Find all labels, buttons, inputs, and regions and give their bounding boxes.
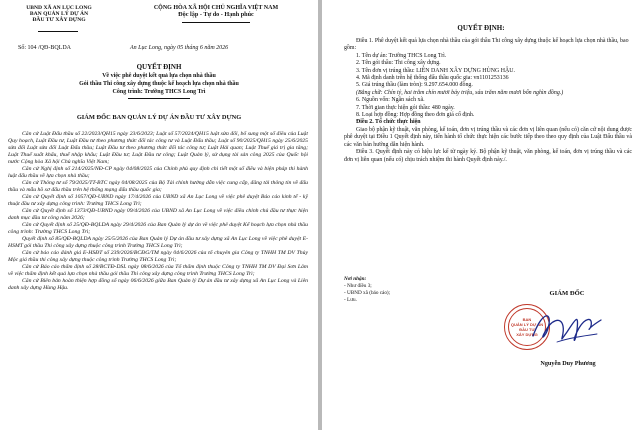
recipient-item: - Như điều 3;: [344, 283, 372, 289]
country-name: CỘNG HÒA XÃ HỘI CHỦ NGHĨA VIỆT NAM: [153, 5, 279, 11]
basis-paragraph: Căn cứ Thông tư số 79/2025/TT-BTC ngày 04/08/2025 của Bộ Tài chính hướng dẫn việc cung cấp, đăng tải thông tin về đấu thầu và mẫu hồ sơ đấu thầu trên hệ thống mạng đấu thầu quốc gia;: [8, 180, 308, 193]
item-winning-bidder: 3. Tên đơn vị trúng thầu: LIÊN DANH XÂY DỰNG HÙNG HẬU.: [356, 67, 516, 74]
document-page-2: [322, 0, 640, 430]
article-1: [344, 38, 632, 164]
seal-line: BAN: [522, 317, 532, 322]
subject-line-1: Về việc phê duyệt kết quả lựa chọn nhà thầu: [102, 73, 216, 79]
recipient-item: - UBND xã (báo cáo);: [344, 290, 391, 296]
article-3-text: Điều 3. Quyết định này có hiệu lực kể từ ngày ký. Bộ phận kỹ thuật, văn phòng, kế toán, đơn vị trúng thầu và các đơn vị liên quan (nếu có) chịu trách nhiệm thi hành Quyết định này./.: [344, 149, 632, 163]
legal-basis: [8, 131, 308, 292]
recipients-label: Nơi nhận:: [344, 276, 367, 282]
decision-title: QUYẾT ĐỊNH:: [457, 24, 505, 32]
seal-line: QUẢN LÝ DỰ ÁN: [510, 322, 544, 327]
basis-paragraph: Căn cứ Quyết định số 1373/QĐ-UBND ngày 09/4/2026 của UBND xã An Lục Long về việc điều chỉnh chủ đầu tư thực hiện danh mục đầu tư công năm 2026;: [8, 208, 308, 221]
item-bidder-code: 4. Mã định danh trên hệ thống đấu thầu quốc gia: vn1101253136: [356, 75, 509, 82]
item-package-name: 2. Tên gói thầu: Thi công xây dựng.: [356, 60, 441, 67]
basis-paragraph: Căn cứ Quyết định số 25/QĐ-BQLDA ngày 29/4/2026 của Ban Quản lý dự án về việc phê duyệt Kế hoạch lựa chọn nhà thầu công trình: Trường THCS Long Trì;: [8, 222, 308, 235]
recipient-item: - Lưu.: [344, 297, 357, 303]
item-duration: 7. Thời gian thực hiện gói thầu: 480 ngày.: [356, 104, 455, 111]
seal-line: ĐẦU TƯ: [519, 327, 535, 332]
item-winning-price: 5. Giá trúng thầu (làm tròn): 9.297.654.000 đồng.: [356, 82, 473, 89]
document-title: QUYẾT ĐỊNH: [136, 63, 182, 71]
recipients: [344, 276, 390, 304]
subject-underline: [128, 98, 190, 99]
issuer-underline: [38, 31, 78, 32]
basis-paragraph: Căn cứ Nghị định số 214/2025/NĐ-CP ngày 04/08/2025 của Chính phủ quy định chi tiết một số điều và biện pháp thi hành luật đấu thầu về lựa chọn nhà thầu;: [8, 166, 308, 179]
subject-line-3: Công trình: Trường THCS Long Trì: [112, 89, 206, 95]
article-2-heading: Điều 2. Tổ chức thực hiện: [356, 119, 421, 126]
signer-name: Nguyễn Duy Phương: [540, 360, 596, 367]
document-subject: [0, 72, 318, 96]
basis-paragraph: Căn cứ Báo cáo thẩm định số 28/BCTĐ-DSL ngày 08/6/2026 của Tổ thẩm định thuộc Công ty TNHH TM DV Đại Sơn Lâm về việc thẩm định kết quả lựa chọn nhà thầu gói thầu Thi công xây dựng công trình Trường THCS Long Trì;: [8, 264, 308, 277]
handwritten-signature: [527, 302, 607, 352]
basis-paragraph: Căn cứ Quyết định số 1057/QĐ-UBND ngày 17/4/2026 của UBND xã An Lục Long về việc phê duyệt Báo cáo kinh tế - kỹ thuật đầu tư xây dựng công trình: Trường THCS Long Trì;: [8, 194, 308, 207]
article-2-text: Giao bộ phận kỹ thuật, văn phòng, kế toán, đơn vị trúng thầu và các đơn vị liên quan (nếu có) căn cứ nội dung được phê duyệt tại Điều 1 Quyết định này, tiến hành tổ chức thực hiện các bước tiếp theo theo quy định của Luật Đấu thầu và các văn bản hướng dẫn hiện hành.: [344, 126, 632, 148]
issuer-line-1: UBND XÃ AN LỤC LONG: [26, 5, 92, 11]
article-1-heading: Điều 1. Phê duyệt kết quả lựa chọn nhà thầu của gói thầu Thi công xây dựng thuộc kế hoạch lựa chọn nhà thầu, bao gồm:: [344, 38, 629, 52]
place-date: An Lục Long, ngày 05 tháng 6 năm 2026: [130, 45, 229, 51]
issuer-line-3: ĐẦU TƯ XÂY DỰNG: [32, 17, 86, 23]
basis-paragraph: Quyết định số 85/QĐ-BQLDA ngày 25/5/2026 của Ban Quản lý Dự án đầu tư xây dựng xã An Lục Long về việc phê duyệt E-HSMT gói thầu Thi công xây dựng thuộc công trình Trường THCS Long Trì;: [8, 236, 308, 249]
basis-paragraph: Căn cứ Biên bản hoàn thiện hợp đồng số ngày 06/6/2026 giữa Ban Quản lý Dự án đầu tư xây dựng xã An Lục Long và Liên danh xây dựng Hùng Hậu.: [8, 278, 308, 291]
subject-line-2: Gói thầu Thi công xây dựng thuộc kế hoạch lựa chọn nhà thầu: [79, 81, 239, 87]
amount-in-words: (Bằng chữ: Chín tỷ, hai trăm chín mươi bảy triệu, sáu trăm năm mươi bốn nghìn đồng.): [356, 89, 564, 96]
authority-line: GIÁM ĐỐC BAN QUẢN LÝ DỰ ÁN ĐẦU TƯ XÂY DỰNG: [76, 114, 242, 121]
motto-underline: [182, 22, 250, 23]
basis-paragraph: Căn cứ báo cáo đánh giá E-HSĐT số 239/2026/BCĐG/TM ngày 04/6/2026 của tổ chuyên gia Công ty TNHH TM DV Thủy Mộc giá thầu thi công xây dựng thuộc công trình Trường THCS Long Trì;: [8, 250, 308, 263]
article-1-items-2: [344, 97, 632, 119]
article-1-items: [344, 53, 632, 90]
issuer-header: [4, 5, 114, 23]
issuer-line-2: BAN QUẢN LÝ DỰ ÁN: [29, 11, 89, 17]
document-number: Số: 104 /QĐ-BQLDA: [18, 45, 72, 51]
signer-title: GIÁM ĐỐC: [549, 290, 585, 297]
document-page-1: [0, 0, 318, 430]
seal-line: XÂY DỰNG: [516, 332, 538, 337]
national-motto: [118, 5, 314, 18]
item-project-name: 1. Tên dự án: Trường THCS Long Trì.: [356, 52, 447, 59]
basis-paragraph: Căn cứ Luật Đấu thầu số 22/2023/QH15 ngày 23/6/2023; Luật số 57/2024/QH15 luật sửa đổi, bổ sung một số điều của Luật Quy hoạch, Luật Đầu tư, Luật Đầu tư theo phương thức đối tác công tư và Luật Đấu thầu; Luật số 90/2025/QH15 ngày 25/6/2025 sửa đổi Luật sửa đổi Luật Đấu thầu; Luật Đầu tư theo phương thức đối tác công tư; Luật Hải quan; Luật Thuế giá trị gia tăng; Luật Thuế xuất khẩu, thuế nhập khẩu; Luật Đầu tư; Luật Đầu tư công; Luật Quản lý, sử dụng tài sản công 2025 của Quốc hội nước Cộng hòa Xã hội Chủ nghĩa Việt Nam;: [8, 131, 308, 165]
item-contract-type: 8. Loại hợp đồng: Hợp đồng theo đơn giá cố định.: [356, 112, 475, 119]
motto: Độc lập - Tự do - Hạnh phúc: [178, 11, 254, 18]
item-funding-source: 6. Nguồn vốn: Ngân sách xã.: [356, 97, 425, 104]
